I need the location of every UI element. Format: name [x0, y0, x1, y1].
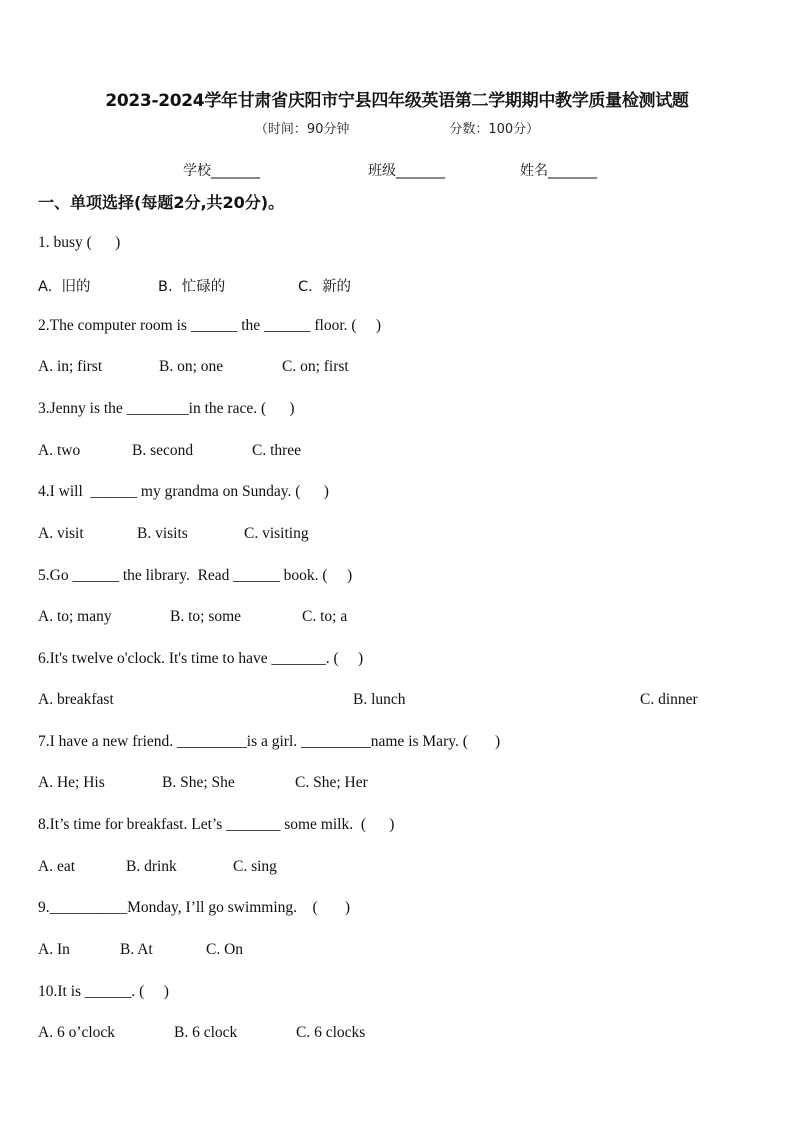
option-b: B. drink: [126, 858, 177, 875]
option-c: C. three: [252, 442, 302, 459]
school-field: 学校_______: [183, 163, 260, 179]
section-heading: 一、单项选择(每题2分,共20分)。: [38, 193, 285, 212]
question-8: 8.It’s time for breakfast. Let’s _______ some milk. ( ): [38, 816, 395, 833]
option-a: A. 旧的: [38, 279, 91, 295]
option-a: A. eat: [38, 858, 76, 875]
option-b: B. 6 clock: [174, 1024, 238, 1041]
option-c: C. sing: [233, 858, 277, 875]
question-2: 2.The computer room is ______ the ______ floor. ( ): [38, 317, 382, 334]
question-10: 10.It is ______. ( ): [38, 983, 169, 1000]
option-c: C. visiting: [244, 525, 309, 542]
class-field: 班级_______: [368, 163, 445, 179]
options-10: [38, 1024, 738, 1114]
option-c: C. 6 clocks: [296, 1024, 366, 1041]
question-3: 3.Jenny is the ________in the race. ( ): [38, 400, 295, 417]
option-a: A. He; His: [38, 774, 105, 791]
option-a: A. visit: [38, 525, 84, 542]
option-c: C. 新的: [298, 279, 351, 295]
time-limit: （时间：90分钟: [254, 122, 350, 137]
exam-title: 2023-2024学年甘肃省庆阳市宁县四年级英语第二学期期中教学质量检测试题: [105, 91, 689, 111]
option-b: B. 忙碌的: [158, 279, 226, 295]
question-6: 6.It's twelve o'clock. It's time to have _______. ( ): [38, 650, 364, 667]
question-5: 5.Go ______ the library. Read ______ book. ( ): [38, 567, 353, 584]
option-b: B. second: [132, 442, 194, 459]
option-c: C. On: [206, 941, 244, 958]
option-a: A. breakfast: [38, 691, 114, 708]
name-field: 姓名_______: [520, 163, 597, 179]
question-4: 4.I will ______ my grandma on Sunday. ( ): [38, 483, 329, 500]
option-b: B. lunch: [353, 691, 406, 708]
option-b: B. She; She: [162, 774, 235, 791]
question-1: 1. busy ( ): [38, 234, 121, 251]
total-score: 分数：100分）: [449, 122, 540, 137]
question-9: 9.__________Monday, I’ll go swimming. ( ): [38, 899, 350, 916]
option-a: A. to; many: [38, 608, 112, 625]
option-c: C. on; first: [282, 358, 349, 375]
option-a: A. two: [38, 442, 81, 459]
question-7: 7.I have a new friend. _________is a girl. _________name is Mary. ( ): [38, 733, 501, 750]
option-c: C. She; Her: [295, 774, 368, 791]
option-a: A. 6 o’clock: [38, 1024, 116, 1041]
options-1: [38, 275, 738, 355]
option-c: C. to; a: [302, 608, 348, 625]
option-b: B. to; some: [170, 608, 242, 625]
option-a: A. in; first: [38, 358, 103, 375]
option-b: B. visits: [137, 525, 188, 542]
exam-subtitle: [0, 118, 794, 137]
option-b: B. At: [120, 941, 153, 958]
option-c: C. dinner: [640, 691, 698, 708]
option-a: A. In: [38, 941, 70, 958]
option-b: B. on; one: [159, 358, 224, 375]
